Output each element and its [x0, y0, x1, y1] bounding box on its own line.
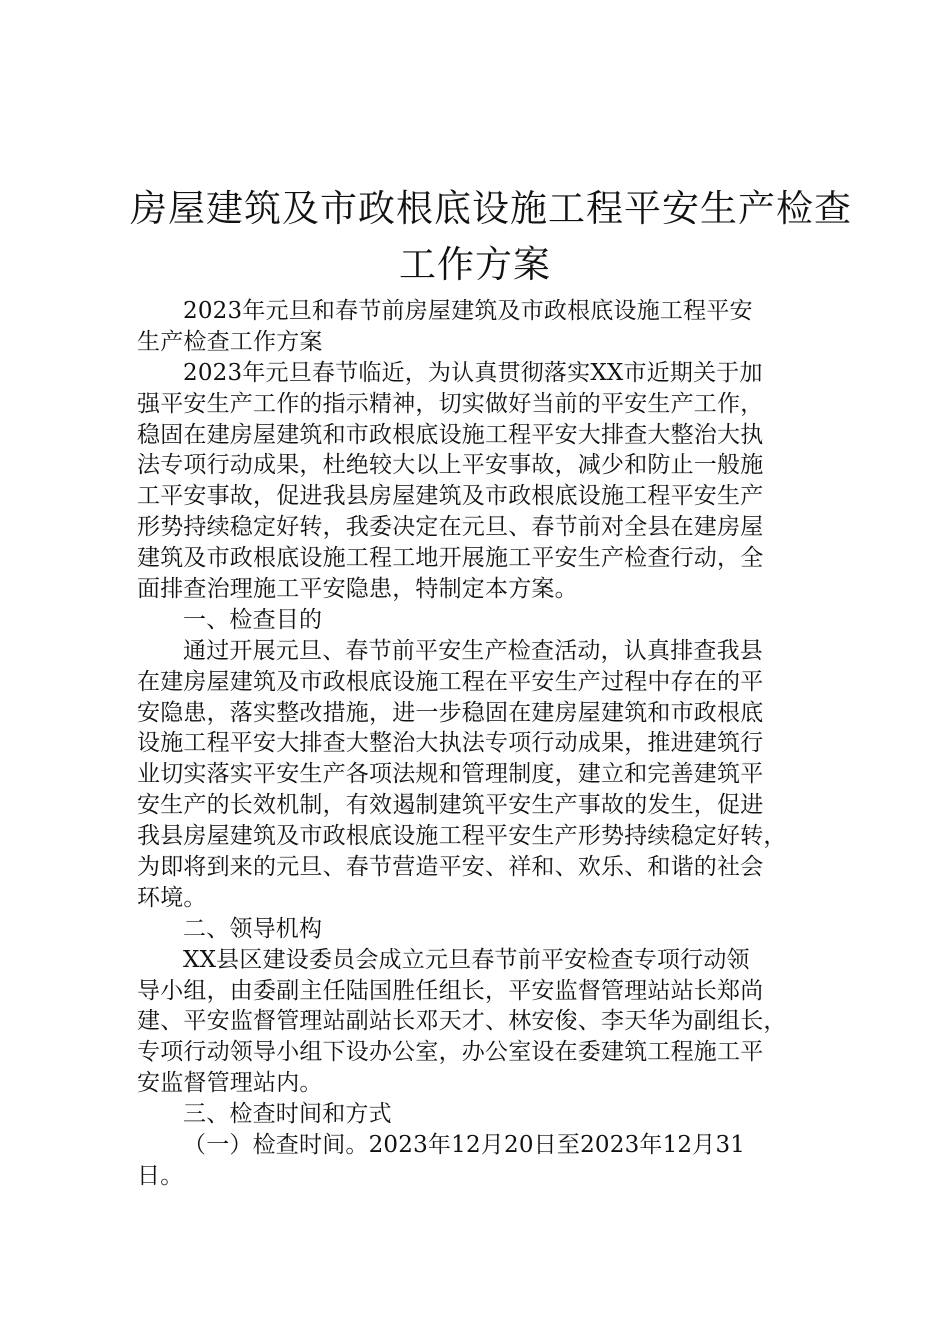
paragraph-line: 专项行动领导小组下设办公室，办公室设在委建筑工程施工平: [137, 1039, 764, 1066]
paragraph-line: 面排查治理施工平安隐患，特制定本方案。: [137, 576, 578, 603]
paragraph-line: 业切实落实平安生产各项法规和管理制度，建立和完善建筑平: [137, 761, 764, 788]
paragraph-line: 稳固在建房屋建筑和市政根底设施工程平安大排查大整治大执: [137, 421, 764, 448]
section-heading: 三、检查时间和方式: [183, 1101, 392, 1128]
paragraph-line: 强平安生产工作的指示精神，切实做好当前的平安生产工作，: [137, 390, 764, 417]
paragraph-line: 日。: [137, 1162, 184, 1189]
paragraph-line: 法专项行动成果，杜绝较大以上平安事故，减少和防止一般施: [137, 452, 764, 479]
paragraph-line: 通过开展元旦、春节前平安生产检查活动，认真排查我县: [183, 637, 763, 664]
section-heading: 二、领导机构: [183, 915, 323, 942]
paragraph-line: 建筑及市政根底设施工程工地开展施工平安生产检查行动，全: [137, 545, 764, 572]
document-title-line-1: 房屋建筑及市政根底设施工程平安生产检查: [130, 187, 852, 230]
section-heading: 一、检查目的: [183, 606, 323, 633]
paragraph-line: 我县房屋建筑及市政根底设施工程平安生产形势持续稳定好转，: [137, 823, 787, 850]
paragraph-line: 安生产的长效机制，有效遏制建筑平安生产事故的发生，促进: [137, 792, 764, 819]
paragraph-line: 设施工程平安大排查大整治大执法专项行动成果，推进建筑行: [137, 730, 764, 757]
document-title-line-2: 工作方案: [399, 243, 551, 286]
paragraph-line: 建、平安监督管理站副站长邓天才、林安俊、李天华为副组长，: [137, 1008, 787, 1035]
subtitle-line: 生产检查工作方案: [137, 328, 323, 355]
paragraph-line: 安隐患，落实整改措施，进一步稳固在建房屋建筑和市政根底: [137, 699, 764, 726]
paragraph-line: 安监督管理站内。: [137, 1070, 323, 1097]
paragraph-line: 环境。: [137, 884, 207, 911]
document-body: [137, 296, 837, 1192]
paragraph-line: 2023年元旦春节临近，为认真贯彻落实XX市近期关于加: [183, 359, 763, 386]
paragraph-line: 在建房屋建筑及市政根底设施工程在平安生产过程中存在的平: [137, 668, 764, 695]
paragraph-line: （一）检查时间。2023年12月20日至2023年12月31: [183, 1132, 746, 1159]
paragraph-line: XX县区建设委员会成立元旦春节前平安检查专项行动领: [183, 946, 750, 973]
paragraph-line: 为即将到来的元旦、春节营造平安、祥和、欢乐、和谐的社会: [137, 854, 764, 881]
subtitle-line: 2023年元旦和春节前房屋建筑及市政根底设施工程平安: [183, 298, 753, 324]
paragraph-line: 导小组，由委副主任陆国胜任组长，平安监督管理站站长郑尚: [137, 977, 764, 1004]
paragraph-line: 工平安事故，促进我县房屋建筑及市政根底设施工程平安生产: [137, 483, 764, 510]
paragraph-line: 形势持续稳定好转，我委决定在元旦、春节前对全县在建房屋: [137, 514, 764, 541]
